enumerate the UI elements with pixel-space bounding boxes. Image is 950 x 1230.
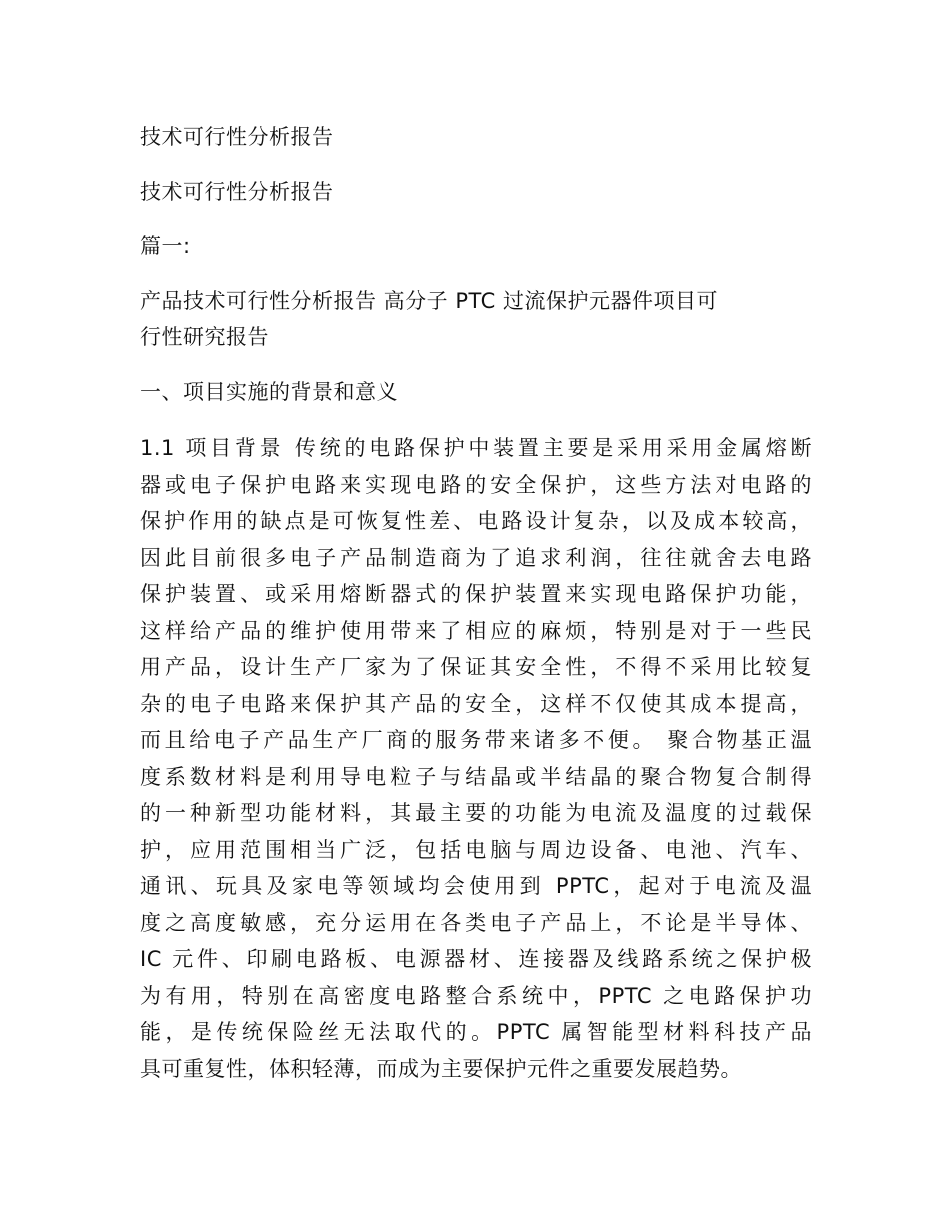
paragraph-line: 杂的电子电路来保护其产品的安全，这样不仅使其成本提高， [140,691,812,716]
paragraph-line: 保护装置、或采用熔断器式的保护装置来实现电路保护功能， [140,582,812,606]
document-subtitle [140,174,812,211]
paragraph-line: 器或电子保护电路来实现电路的安全保护，这些方法对电路的 [140,472,812,497]
subtitle-line: 技术可行性分析报告 [140,179,334,204]
paragraph-line: 的一种新型功能材料，其最主要的功能为电流及温度的过载保 [140,801,812,825]
part-label-text: 篇一: [140,234,191,258]
paragraph-line: 保护作用的缺点是可恢复性差、电路设计复杂，以及成本较高， [140,509,812,533]
section-heading [140,374,812,411]
report-title-line: 产品技术可行性分析报告 高分子 PTC 过流保护元器件项目可 [140,288,718,313]
paragraph-line: 度系数材料是利用导电粒子与结晶或半结晶的聚合物复合制得 [140,764,812,789]
part-label [140,228,812,265]
paragraph-line: 因此目前很多电子产品制造商为了追求利润，往往就舍去电路 [140,545,812,570]
section-heading-text: 一、项目实施的背景和意义 [140,379,398,404]
paragraph-line: 1.1 项目背景 传统的电路保护中装置主要是采用采用金属熔断 [140,436,812,460]
paragraph-line: 这样给产品的维护使用带来了相应的麻烦，特别是对于一些民 [140,618,812,643]
report-title-line: 行性研究报告 [140,325,269,349]
paragraph-line: 具可重复性，体积轻薄，而成为主要保护元件之重要发展趋势。 [140,1056,742,1081]
paragraph-line: 而且给电子产品生产厂商的服务带来诸多不便。 聚合物基正温 [140,728,812,752]
body-paragraph [140,430,812,1087]
paragraph-line: 用产品，设计生产厂家为了保证其安全性，不得不采用比较复 [140,655,812,679]
document-title [140,119,812,156]
paragraph-line: 能，是传统保险丝无法取代的。PPTC 属智能型材料科技产品 [140,1020,812,1044]
title-line: 技术可行性分析报告 [140,125,334,149]
paragraph-line: 通讯、玩具及家电等领域均会使用到 PPTC，起对于电流及温 [140,874,812,898]
paragraph-line: 为有用，特别在高密度电路整合系统中，PPTC 之电路保护功 [140,983,812,1008]
paragraph-line: IC 元件、印刷电路板、电源器材、连接器及线路系统之保护极 [140,947,812,971]
document-body [140,119,812,1087]
report-title [140,283,812,356]
paragraph-line: 护，应用范围相当广泛，包括电脑与周边设备、电池、汽车、 [140,837,812,862]
paragraph-line: 度之高度敏感，充分运用在各类电子产品上，不论是半导体、 [140,910,812,935]
